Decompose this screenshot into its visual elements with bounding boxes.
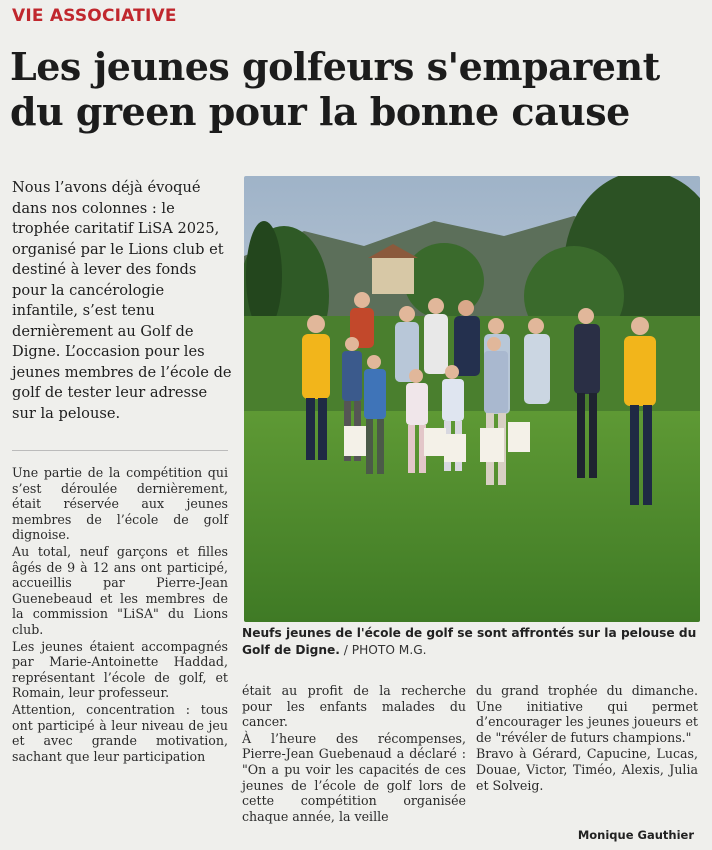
body-paragraph: Bravo à Gérard, Capucine, Lucas, Douae, Victor, Timéo, Alexis, Julia et Solveig. [476,746,698,793]
column-divider [12,450,228,451]
headline: Les jeunes golfeurs s'emparent du green pour la bonne cause [10,44,660,134]
body-paragraph: À l’heure des récompenses, Pierre-Jean Guebenaud a déclaré : "On a pu voir les capacités de ces jeunes de l’école de golf lors de cette compétition organisée chaque année, la veille [242,730,466,824]
caption-text: Neufs jeunes de l'école de golf se sont affrontés sur la pelouse du Golf de Digne. [242,626,697,657]
group-photo-illustration [244,176,700,622]
news-photo [244,176,700,622]
lead-text: Nous l’avons déjà évoqué dans nos colonnes : le trophée caritatif LiSA 2025, organisé par le Lions club et destiné à lever des fonds pour la cancérologie infantile, s’est tenu dernièrement au Golf de Digne. L’occasion pour les jeunes membres de l’école de golf de tester leur adresse sur la pelouse. [12,179,232,422]
body-column-left [12,465,228,764]
body-paragraph: était au profit de la recherche pour les enfants malades du cancer. [242,683,466,730]
body-paragraph: Les jeunes étaient accompagnés par Marie-Antoinette Haddad, représentant l’école de golf, et Romain, leur professeur. [12,638,228,701]
section-kicker: VIE ASSOCIATIVE [12,6,177,26]
author-signature: Monique Gauthier [577,828,694,842]
lead-paragraph [12,178,234,424]
body-paragraph: Attention, concentration : tous ont participé à leur niveau de jeu et avec grande motivation, sachant que leur participation [12,701,228,764]
body-paragraph: du grand trophée du dimanche. Une initiative qui permet d’encourager les jeunes joueurs et de "révéler de futurs champions." [476,683,698,745]
photo-caption [242,625,702,659]
photo-credit: / PHOTO M.G. [339,643,427,657]
body-column-middle [242,683,466,824]
body-paragraph: Une partie de la compétition qui s’est déroulée dernièrement, était réservée aux jeunes membres de l’école de golf dignoise. [12,465,228,543]
body-paragraph: Au total, neuf garçons et filles âgés de 9 à 12 ans ont participé, accueillis par Pierre-Jean Guenebeaud et les membres de la commission "LiSA" du Lions club. [12,543,228,637]
body-column-right [476,683,698,793]
